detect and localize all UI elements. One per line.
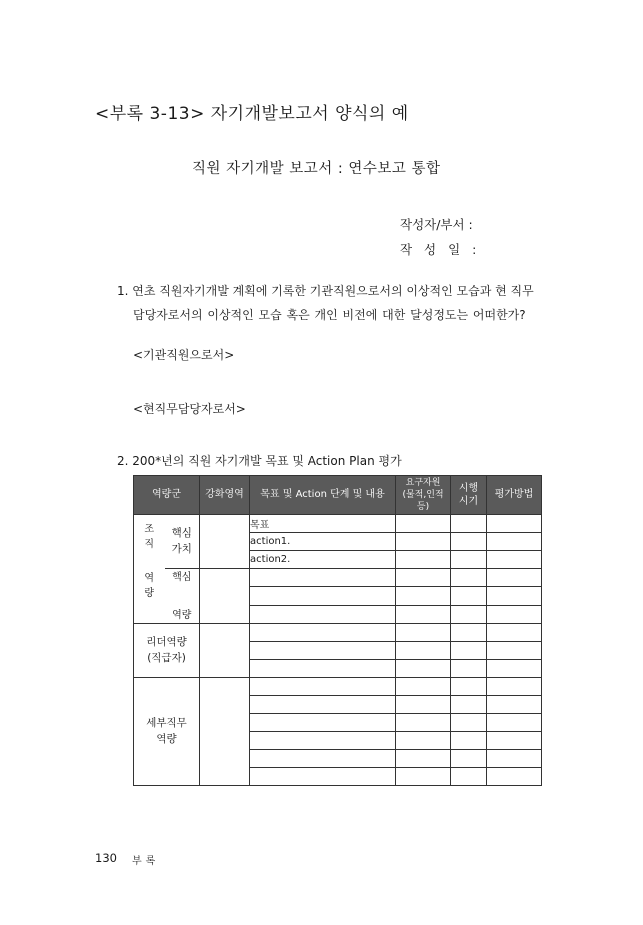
table-header-row <box>134 476 542 515</box>
core-value-action-1[interactable]: action1. <box>250 533 396 551</box>
evaluation-cell[interactable] <box>487 587 542 605</box>
header-evaluation: 평가방법 <box>487 476 542 515</box>
core-competency-focus-cell[interactable] <box>200 569 250 624</box>
goal-cell[interactable] <box>250 605 396 623</box>
evaluation-cell[interactable] <box>487 768 542 786</box>
evaluation-cell[interactable] <box>487 642 542 660</box>
timing-cell[interactable] <box>451 624 487 642</box>
timing-cell[interactable] <box>451 768 487 786</box>
resource-cell[interactable] <box>396 750 451 768</box>
timing-cell[interactable] <box>451 551 487 569</box>
timing-cell[interactable] <box>451 569 487 587</box>
written-date-label: 작 성 일 : <box>400 242 481 257</box>
goal-cell[interactable] <box>250 642 396 660</box>
evaluation-cell[interactable] <box>487 732 542 750</box>
goal-cell[interactable] <box>250 696 396 714</box>
timing-cell[interactable] <box>451 605 487 623</box>
table-row <box>134 515 542 533</box>
evaluation-cell[interactable] <box>487 714 542 732</box>
question-1-line-2: 담당자로서의 이상적인 모습 혹은 개인 비전에 대한 달성정도는 어떠한가? <box>133 308 526 322</box>
header-resources: 요구자원 (물적,인적 등) <box>396 476 451 515</box>
evaluation-cell[interactable] <box>487 605 542 623</box>
core-comp-bottom: 역량 <box>172 609 192 621</box>
core-value-focus-cell[interactable] <box>200 515 250 569</box>
form-title: 직원 자기개발 보고서 : 연수보고 통합 <box>192 161 441 177</box>
evaluation-cell[interactable] <box>487 696 542 714</box>
core-competency-label <box>165 569 200 624</box>
page-section-label: 부록 <box>132 856 160 867</box>
resource-cell[interactable] <box>396 515 451 533</box>
goal-cell[interactable] <box>250 714 396 732</box>
timing-cell[interactable] <box>451 750 487 768</box>
goal-cell[interactable] <box>250 569 396 587</box>
goal-cell[interactable] <box>250 732 396 750</box>
evaluation-cell[interactable] <box>487 551 542 569</box>
resource-cell[interactable] <box>396 660 451 678</box>
goal-cell[interactable] <box>250 660 396 678</box>
header-focus-area: 강화영역 <box>200 476 250 515</box>
header-timing: 시행 시기 <box>451 476 487 515</box>
appendix-title: <부록 3-13> 자기개발보고서 양식의 예 <box>95 104 409 124</box>
timing-cell[interactable] <box>451 533 487 551</box>
table-row <box>134 569 542 587</box>
evaluation-cell[interactable] <box>487 750 542 768</box>
resource-cell[interactable] <box>396 587 451 605</box>
resource-cell[interactable] <box>396 533 451 551</box>
timing-cell[interactable] <box>451 642 487 660</box>
resource-cell[interactable] <box>396 714 451 732</box>
resource-cell[interactable] <box>396 696 451 714</box>
question-1-subheading-current-duty: <현직무담당자로서> <box>133 402 246 416</box>
org-label-top: 조 직 <box>144 524 155 550</box>
header-goal-action: 목표 및 Action 단계 및 내용 <box>250 476 396 515</box>
resource-cell[interactable] <box>396 624 451 642</box>
table-row <box>134 678 542 696</box>
resource-cell[interactable] <box>396 551 451 569</box>
resource-cell[interactable] <box>396 569 451 587</box>
evaluation-cell[interactable] <box>487 660 542 678</box>
evaluation-cell[interactable] <box>487 533 542 551</box>
timing-cell[interactable] <box>451 696 487 714</box>
timing-cell[interactable] <box>451 515 487 533</box>
question-1-line-1: 1. 연초 직원자기개발 계획에 기록한 기관직원으로서의 이상적인 모습과 현 직무 <box>117 284 534 298</box>
timing-cell[interactable] <box>451 714 487 732</box>
org-competency-label <box>134 515 165 624</box>
goal-cell[interactable] <box>250 624 396 642</box>
resource-cell[interactable] <box>396 605 451 623</box>
timing-cell[interactable] <box>451 732 487 750</box>
evaluation-cell[interactable] <box>487 515 542 533</box>
evaluation-cell[interactable] <box>487 624 542 642</box>
org-label-bottom: 역 량 <box>144 573 155 599</box>
core-value-goal[interactable]: 목표 <box>250 515 396 533</box>
detail-duty-competency-label: 세부직무 역량 <box>134 678 200 786</box>
goal-cell[interactable] <box>250 750 396 768</box>
timing-cell[interactable] <box>451 660 487 678</box>
timing-cell[interactable] <box>451 587 487 605</box>
page-number: 130 <box>95 851 117 865</box>
evaluation-cell[interactable] <box>487 569 542 587</box>
question-1-subheading-institution: <기관직원으로서> <box>133 348 235 362</box>
resource-cell[interactable] <box>396 642 451 660</box>
core-value-action-2[interactable]: action2. <box>250 551 396 569</box>
evaluation-cell[interactable] <box>487 678 542 696</box>
header-competency-group: 역량군 <box>134 476 200 515</box>
resource-cell[interactable] <box>396 732 451 750</box>
question-2-line: 2. 200*년의 직원 자기개발 목표 및 Action Plan 평가 <box>117 454 402 468</box>
resource-cell[interactable] <box>396 768 451 786</box>
resource-cell[interactable] <box>396 678 451 696</box>
goal-cell[interactable] <box>250 768 396 786</box>
leader-competency-label: 리더역량 (직급자) <box>134 624 200 678</box>
timing-cell[interactable] <box>451 678 487 696</box>
leader-focus-cell[interactable] <box>200 624 250 678</box>
author-department-label: 작성자/부서 : <box>400 217 473 232</box>
action-plan-table <box>133 475 542 786</box>
goal-cell[interactable] <box>250 587 396 605</box>
goal-cell[interactable] <box>250 678 396 696</box>
core-value-label: 핵심 가치 <box>165 515 200 569</box>
detail-focus-cell[interactable] <box>200 678 250 786</box>
core-comp-top: 핵심 <box>172 572 192 583</box>
table-row <box>134 624 542 642</box>
